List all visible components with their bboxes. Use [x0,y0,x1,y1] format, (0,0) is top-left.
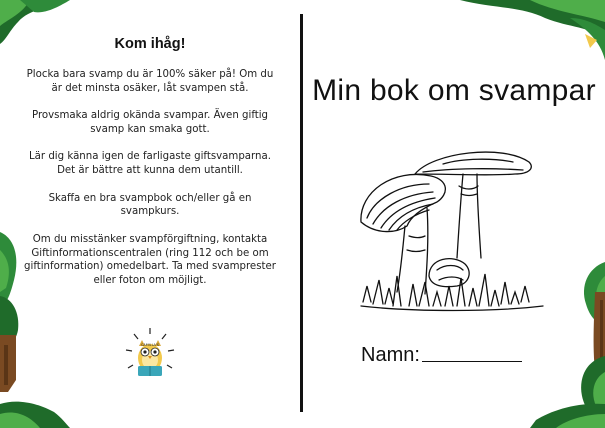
mushroom-illustration [353,146,553,316]
remember-title: Kom ihåg! [114,36,186,52]
name-blank-line[interactable] [422,360,522,362]
name-field[interactable] [361,344,522,367]
name-label: Namn: [361,344,420,366]
logo-text: CAMILLA'S [141,343,159,347]
tip-item: Provsmaka aldrig okända svampar. Även giftig svamp kan smaka gott. [31,110,269,135]
tip-item: Lär dig känna igen de farligaste giftsvamparna. Det är bättre att kunna dem utantill. [29,151,271,177]
tip-item: Om du misstänker svampförgiftning, kontakta Giftinformationscentralen (ring 112 och be om giftinformation) omedelbart. Ta med svamprester eller foton om möjligt. [24,233,276,287]
owl-logo [124,326,176,384]
right-panel [303,0,605,428]
book-title: Min bok om svampar [312,74,596,107]
tips-list [22,68,278,302]
left-panel [0,0,300,428]
tip-item: Plocka bara svamp du är 100% säker på! Om du är det minsta osäker, låt svampen stå. [26,69,274,94]
tip-item: Skaffa en bra svampbok och/eller gå en svampkurs. [48,192,252,218]
